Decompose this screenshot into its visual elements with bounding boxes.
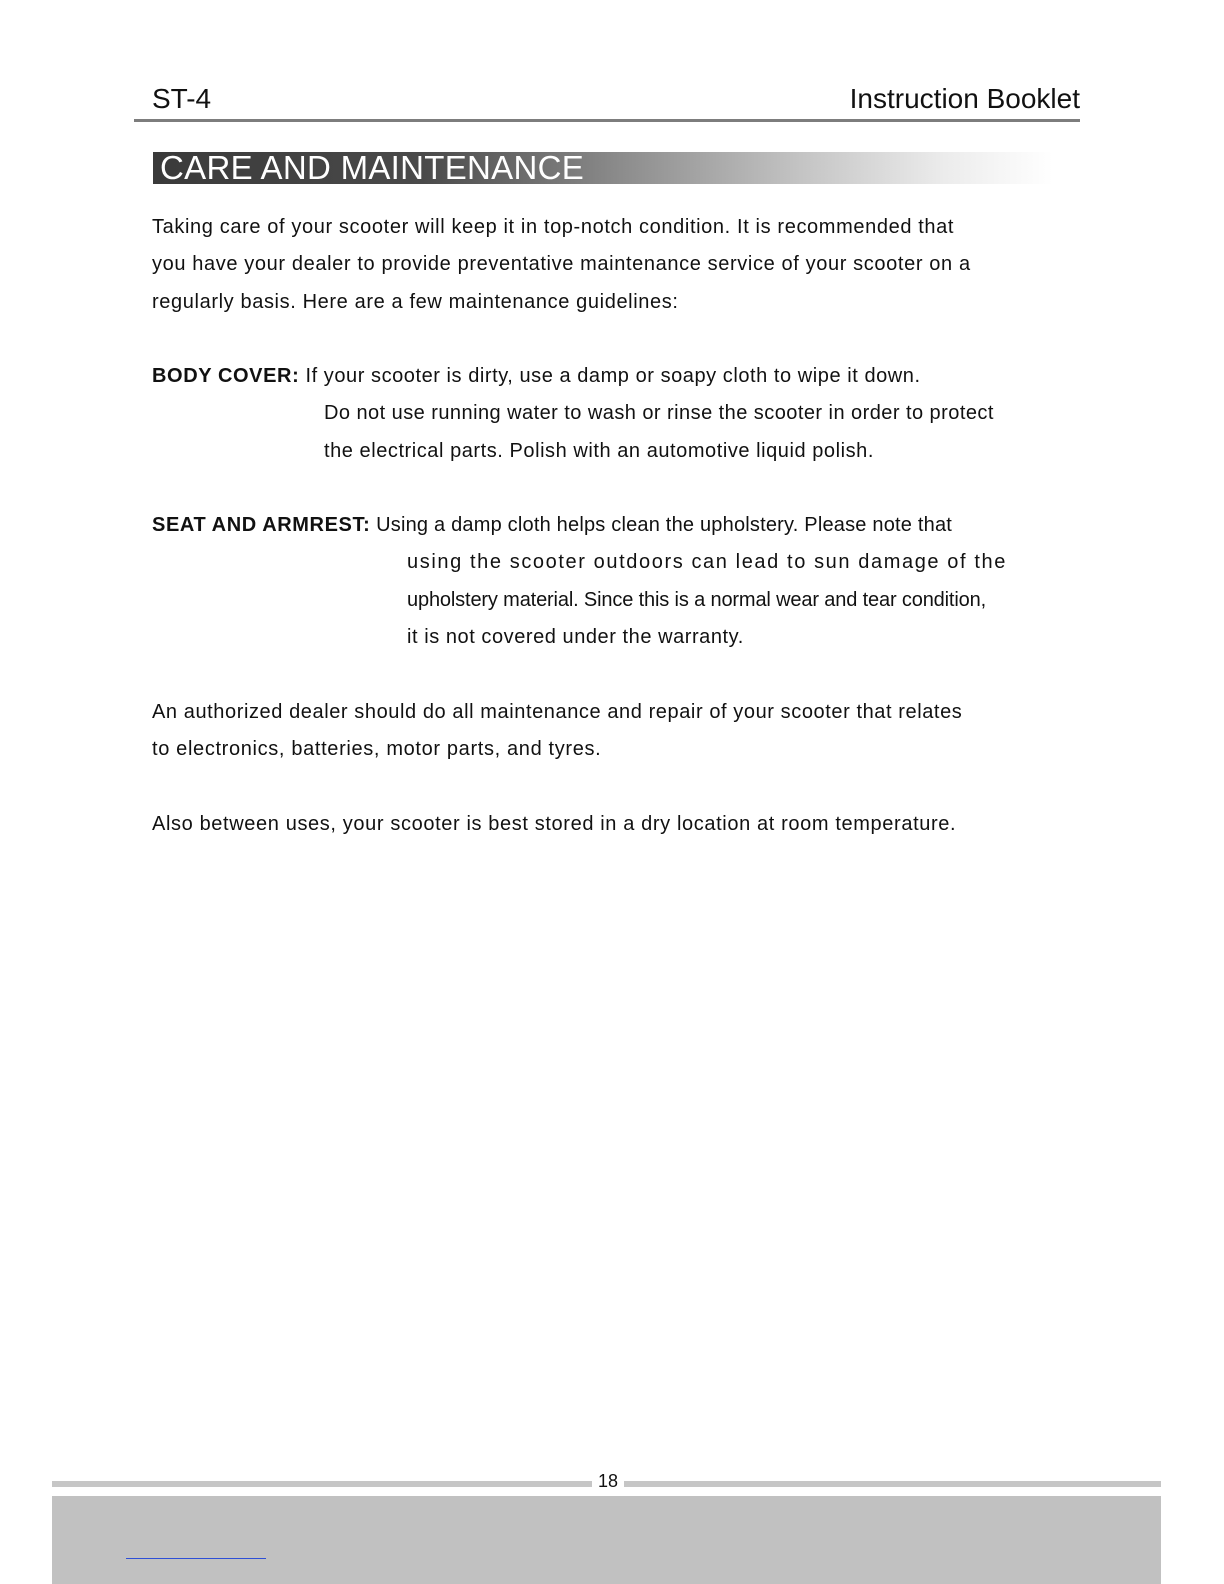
body-cover-paragraph <box>152 358 994 470</box>
page-number: 18 <box>597 1471 619 1491</box>
seat-armrest-term: SEAT AND ARMREST: <box>152 514 371 536</box>
header-divider <box>134 119 1080 122</box>
intro-line-1: Taking care of your scooter will keep it in top-notch condition. It is recommended that <box>152 216 955 238</box>
seat-armrest-first-line <box>152 507 1007 544</box>
intro-line-2: you have your dealer to provide preventative maintenance service of your scooter on a <box>152 253 971 276</box>
footer-divider-right <box>624 1481 1161 1487</box>
footer-link-underline <box>126 1558 266 1559</box>
intro-paragraph <box>152 209 971 321</box>
footer-band <box>52 1496 1161 1584</box>
body-cover-line-3: the electrical parts. Polish with an automotive liquid polish. <box>324 439 874 462</box>
body-cover-line-2: Do not use running water to wash or rinse the scooter in order to protect <box>324 402 994 425</box>
dealer-line-1: An authorized dealer should do all maintenance and repair of your scooter that relates <box>152 701 963 723</box>
seat-armrest-line-3: upholstery material. Since this is a normal wear and tear condition, <box>407 588 986 611</box>
intro-line-3: regularly basis. Here are a few maintenance guidelines: <box>152 290 679 313</box>
dealer-paragraph <box>152 694 962 769</box>
storage-line: Also between uses, your scooter is best stored in a dry location at room temperature. <box>152 813 957 835</box>
footer-divider-left <box>52 1481 592 1487</box>
header-model-name: ST-4 <box>152 83 212 114</box>
dealer-line-2: to electronics, batteries, motor parts, and tyres. <box>152 738 602 761</box>
header-document-title: Instruction Booklet <box>849 83 1080 114</box>
body-cover-first-text: If your scooter is dirty, use a damp or soapy cloth to wipe it down. <box>299 365 921 387</box>
seat-armrest-line-2: using the scooter outdoors can lead to sun damage of the <box>407 551 1007 574</box>
body-cover-first-line <box>152 358 994 395</box>
seat-armrest-first-text: Using a damp cloth helps clean the upholstery. Please note that <box>370 514 953 536</box>
storage-paragraph <box>152 806 956 843</box>
seat-armrest-paragraph <box>152 507 1007 657</box>
seat-armrest-line-4: it is not covered under the warranty. <box>407 626 744 649</box>
body-cover-term: BODY COVER: <box>152 365 300 387</box>
section-title: CARE AND MAINTENANCE <box>160 149 585 186</box>
